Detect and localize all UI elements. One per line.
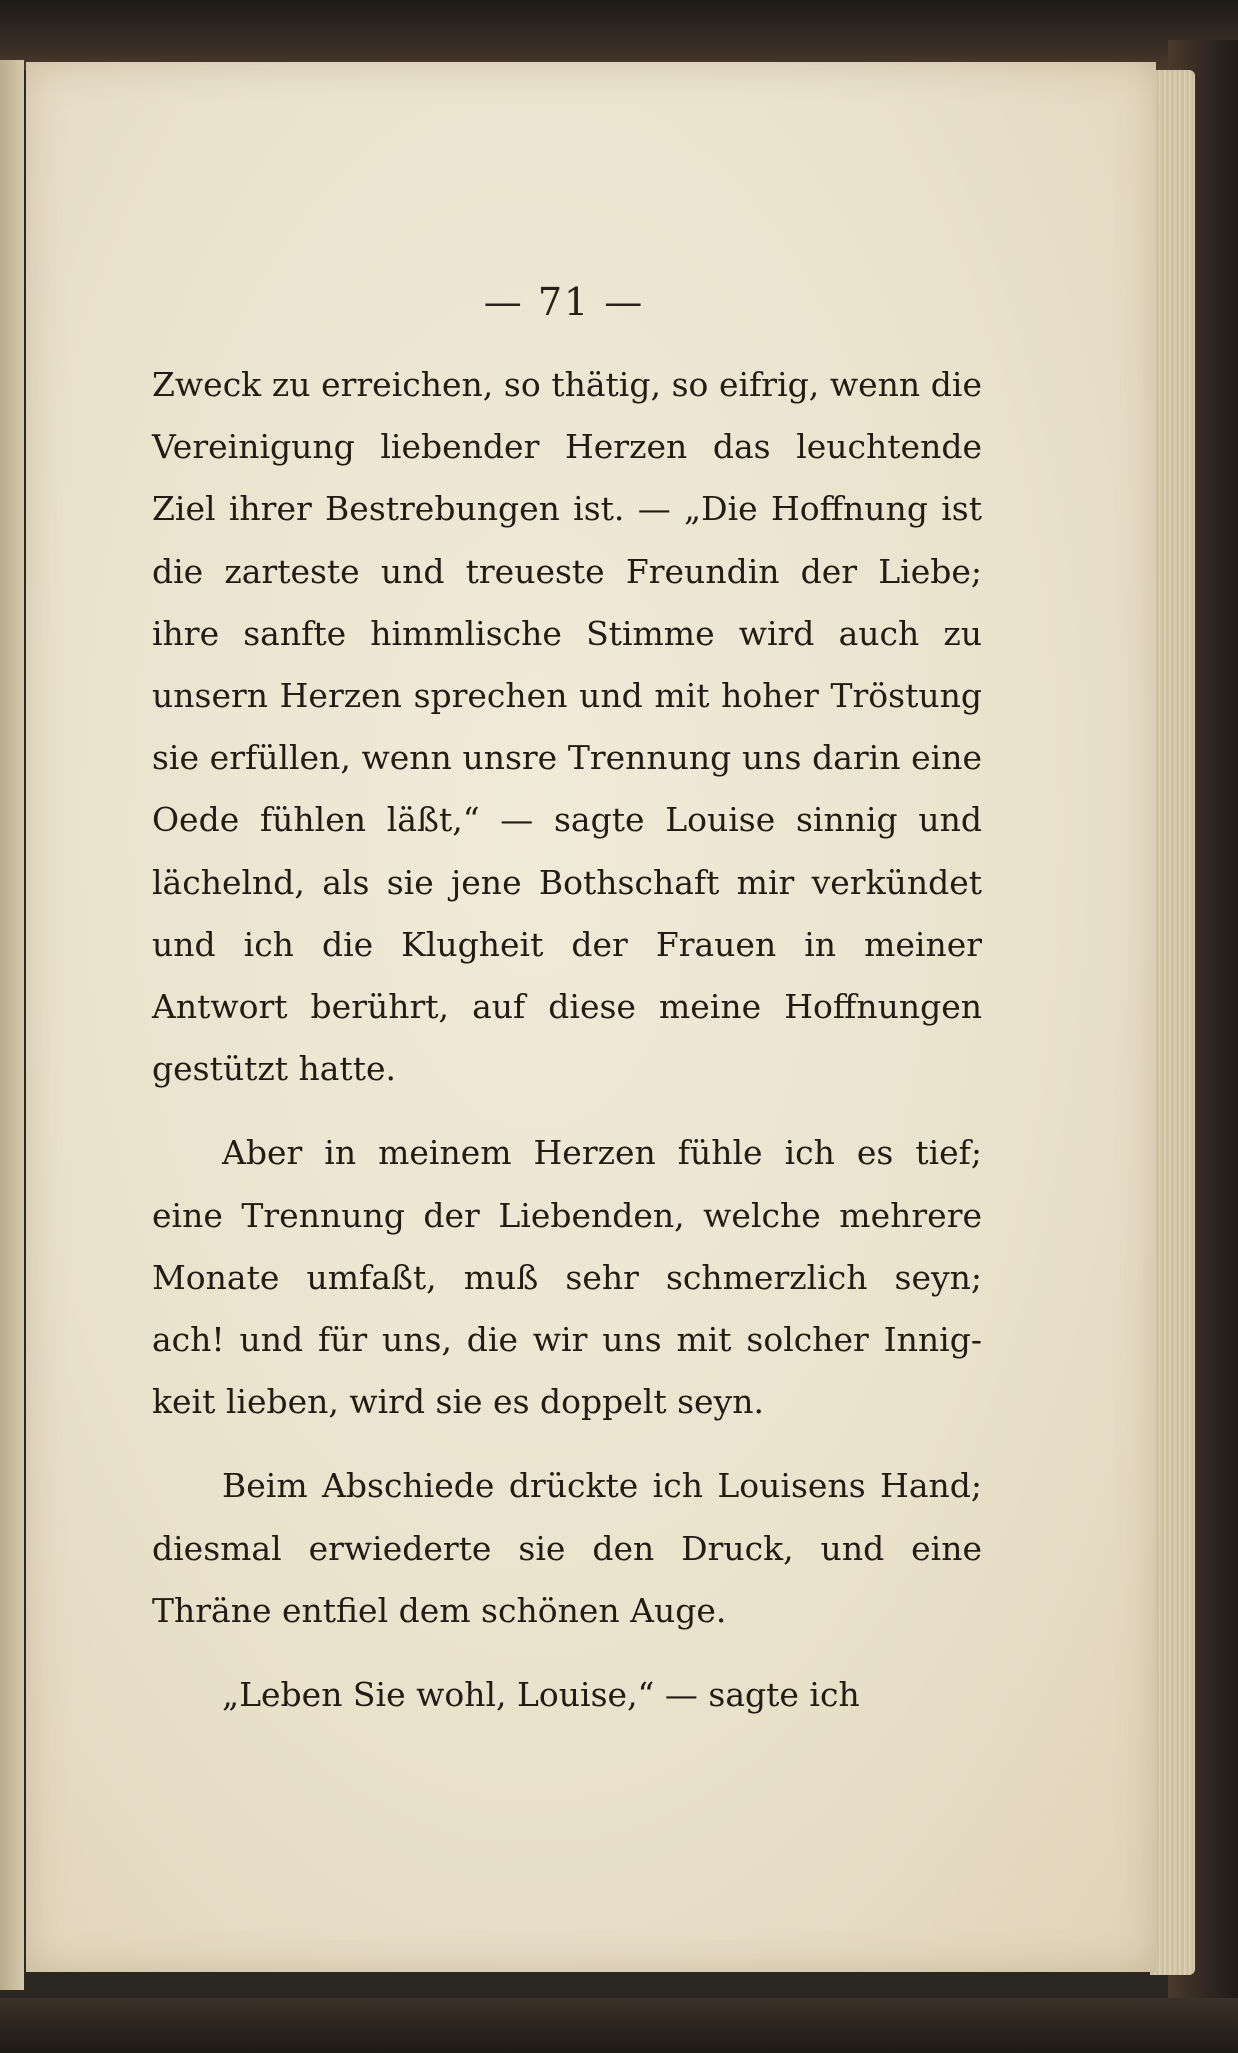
binding-gutter bbox=[0, 60, 24, 1990]
book-page bbox=[26, 62, 1156, 1972]
paragraph-2: Aber in meinem Herzen fühle ich es tief; eine Trennung der Liebenden, welche mehrere Monate umfaßt, muß sehr schmerzlich seyn; ach! und für uns, die wir uns mit solcher Innigkeit lieben, wird sie es doppelt seyn. bbox=[152, 1133, 982, 1422]
book-cover-top-edge bbox=[0, 0, 1238, 70]
page-number-header: — 71 — bbox=[483, 280, 645, 324]
page-body-text bbox=[152, 354, 982, 1726]
paragraph-4: „Leben Sie wohl, Louise,“ — sagte ich bbox=[222, 1675, 860, 1715]
paragraph-3: Beim Abschiede drückte ich Louisens Hand; diesmal erwiederte sie den Druck, und eine Thräne entfiel dem schönen Auge. bbox=[152, 1466, 982, 1630]
book-cover-bottom-edge bbox=[0, 1998, 1238, 2053]
page-edges bbox=[1150, 70, 1195, 1975]
paragraph-1: Zweck zu erreichen, so thätig, so eifrig, wenn die Vereinigung liebender Herzen das leuchtende Ziel ihrer Bestrebungen ist. — „Die Hoffnung ist die zarteste und treueste Freundin der Liebe; ihre sanfte himmlische Stimme wird auch zu unsern Herzen sprechen und mit hoher Tröstung sie erfüllen, wenn unsre Trennung uns darin eine Oede fühlen läßt,“ — sagte Louise sinnig und lächelnd, als sie jene Bothschaft mir verkündet und ich die Klugheit der Frauen in meiner Antwort berührt, auf diese meine Hoffnungen gestützt hatte. bbox=[152, 365, 982, 1089]
